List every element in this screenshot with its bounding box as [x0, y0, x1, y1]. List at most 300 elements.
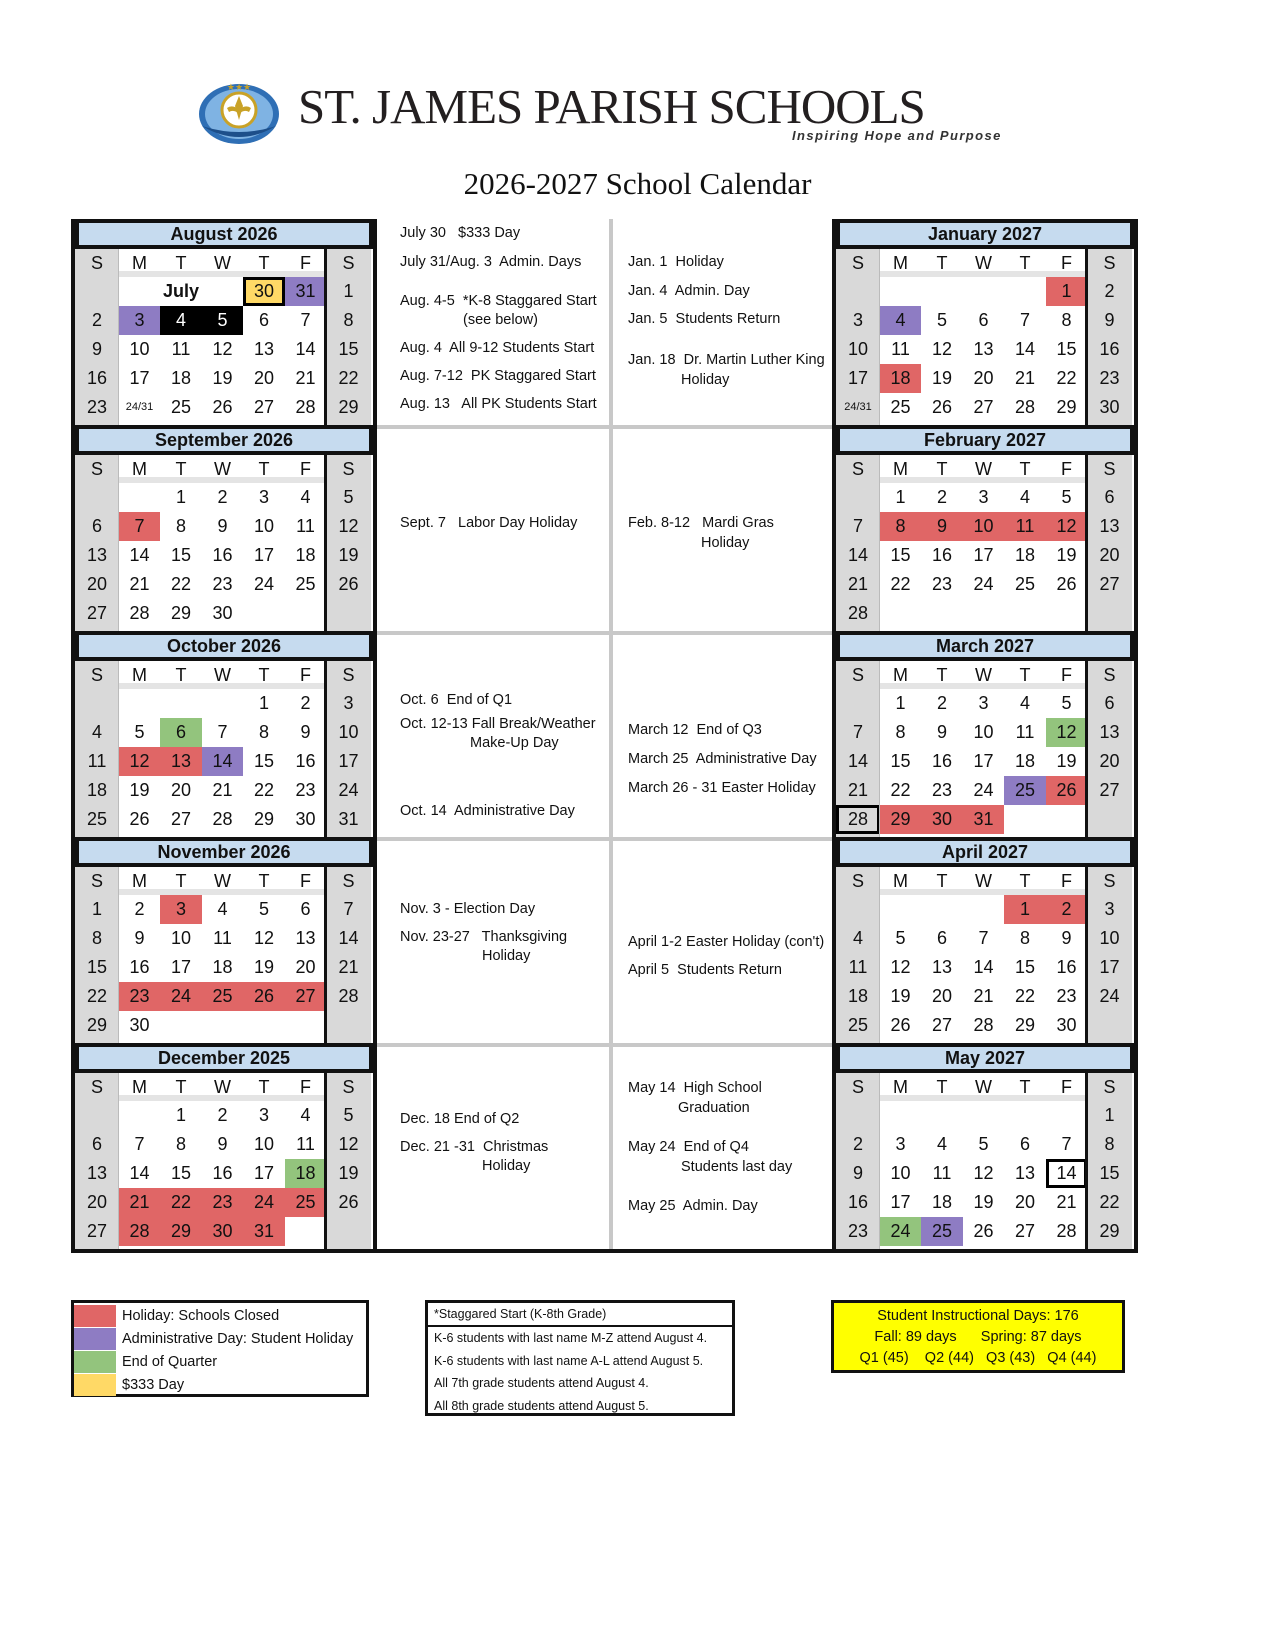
column-divider [118, 455, 119, 631]
calendar-day: 1 [175, 487, 186, 507]
calendar-day: 1 [258, 693, 269, 713]
calendar-day [880, 1101, 921, 1130]
calendar-day: 4 [1019, 487, 1030, 507]
calendar-day: 29 [86, 1015, 108, 1035]
month-border-right [1134, 425, 1138, 631]
calendar-day: 25 [847, 1015, 869, 1035]
calendar-day: 28 [836, 805, 880, 834]
calendar-day: 3 [978, 693, 989, 713]
calendar-day: 7 [1019, 310, 1030, 330]
calendar-day: 26 [1046, 776, 1087, 805]
calendar-day: 29 [253, 809, 275, 829]
calendar-day: 11 [213, 928, 232, 948]
month-title: November 2026 [75, 837, 373, 867]
calendar-bottom-border [71, 1249, 377, 1253]
calendar-day: 8 [1061, 310, 1072, 330]
month-left-3 [75, 837, 373, 1043]
calendar-day: 17 [847, 368, 869, 388]
month-border-right [373, 1043, 377, 1249]
calendar-day [285, 599, 326, 628]
calendar-day: 25 [86, 809, 108, 829]
calendar-day: 14 [847, 545, 869, 565]
calendar-day: 22 [890, 780, 911, 800]
calendar-day: 28 [1056, 1221, 1077, 1241]
calendar-day: 2 [1104, 281, 1115, 301]
calendar-day: 9 [91, 339, 102, 359]
calendar-day: 16 [847, 1192, 869, 1212]
calendar-day: 28 [338, 986, 359, 1006]
legend-label-admin: Administrative Day: Student Holiday [122, 1331, 354, 1347]
month-right-4 [836, 1043, 1134, 1249]
calendar-day: 22 [1056, 368, 1077, 388]
calendar-day [880, 599, 921, 628]
column-divider [879, 661, 880, 837]
calendar-day: 5 [202, 306, 243, 335]
calendar-day [243, 599, 285, 628]
weekday-header: M [132, 1077, 147, 1097]
calendar-day: 25 [295, 574, 316, 594]
column-divider [324, 1073, 327, 1249]
column-divider [118, 1073, 119, 1249]
calendar-day [119, 483, 160, 512]
calendar-day: 1 [1004, 895, 1046, 924]
weekday-header: T [936, 459, 948, 479]
calendar-day: 3 [1104, 899, 1115, 919]
calendar-day: 18 [1014, 751, 1036, 771]
calendar-day: 26 [931, 397, 953, 417]
calendar-day: 26 [243, 982, 285, 1011]
calendar-day [202, 689, 243, 718]
calendar-day [243, 1011, 285, 1040]
note-left: Aug. 7-12 PK Staggared Start [400, 368, 596, 384]
month-border-right [373, 425, 377, 631]
month-border-left [832, 1043, 836, 1249]
calendar-day: 6 [1019, 1134, 1030, 1154]
calendar-day: 21 [1014, 368, 1036, 388]
calendar-day [836, 895, 880, 924]
calendar-day: 27 [170, 809, 192, 829]
calendar-day: 9 [921, 512, 963, 541]
calendar-day [880, 895, 921, 924]
weekday-header: S [1103, 665, 1116, 685]
note-left: Sept. 7 Labor Day Holiday [400, 515, 578, 531]
calendar-day [921, 895, 963, 924]
calendar-day: 13 [1099, 516, 1120, 536]
calendar-day: 3 [258, 487, 269, 507]
calendar-day: 20 [1014, 1192, 1036, 1212]
calendar-day: 19 [973, 1192, 994, 1212]
calendar-day [963, 277, 1004, 306]
calendar-day: 2 [91, 310, 102, 330]
calendar-day: 12 [338, 1134, 359, 1154]
calendar-day: 29 [1099, 1221, 1120, 1241]
calendar-day: 25 [890, 397, 911, 417]
calendar-day [836, 689, 880, 718]
note-right: May 25 Admin. Day [628, 1198, 758, 1214]
calendar-day: 17 [170, 957, 192, 977]
note-right: May 24 End of Q4 [628, 1139, 749, 1155]
calendar-day: 14 [1046, 1159, 1087, 1188]
calendar-day: 6 [1104, 693, 1115, 713]
calendar-day: 18 [880, 364, 921, 393]
calendar-day: 25 [285, 1188, 326, 1217]
note-left: July 31/Aug. 3 Admin. Days [400, 254, 582, 270]
calendar-day: 24 [160, 982, 202, 1011]
weekday-header: M [132, 253, 147, 273]
calendar-day: 7 [852, 516, 863, 536]
weekday-header: M [893, 253, 908, 273]
org-name: ST. JAMES PARISH SCHOOLS [298, 79, 925, 134]
calendar-day: 2 [300, 693, 311, 713]
calendar-day: 26 [129, 809, 150, 829]
calendar-day: 20 [1099, 751, 1120, 771]
calendar-day: 28 [295, 397, 316, 417]
calendar-day: 16 [86, 368, 108, 388]
notes-divider [377, 837, 832, 841]
weekday-header: F [300, 253, 311, 273]
calendar-day: 6 [258, 310, 269, 330]
weekday-header: T [936, 1077, 948, 1097]
calendar-day [75, 1101, 119, 1130]
calendar-day: 12 [1046, 718, 1087, 747]
month-title: August 2026 [75, 219, 373, 249]
calendar-day: 4 [300, 1105, 311, 1125]
column-divider [879, 867, 880, 1043]
calendar-day: 11 [87, 751, 107, 771]
calendar-day: 4 [936, 1134, 947, 1154]
month-title: April 2027 [836, 837, 1134, 867]
calendar-day: 5 [258, 899, 269, 919]
calendar-day [1046, 1101, 1087, 1130]
calendar-day [75, 483, 119, 512]
calendar-day: 20 [931, 986, 953, 1006]
column-divider [324, 249, 327, 425]
calendar-day: 23 [295, 780, 316, 800]
month-right-1 [836, 425, 1134, 631]
staggered-line: All 8th grade students attend August 5. [434, 1398, 649, 1413]
calendar-day: 29 [160, 1217, 202, 1246]
note-left: Dec. 18 End of Q2 [400, 1111, 520, 1127]
column-divider [1085, 867, 1088, 1043]
calendar-day: 31 [963, 805, 1004, 834]
calendar-day [75, 689, 119, 718]
tagline: Inspiring Hope and Purpose [792, 128, 1002, 143]
month-border-right [373, 837, 377, 1043]
notes-divider [377, 425, 832, 429]
calendar-day: 16 [1056, 957, 1077, 977]
weekday-header: F [1061, 253, 1072, 273]
weekday-header: T [258, 665, 270, 685]
legend-swatch-day333 [74, 1374, 116, 1396]
calendar-day: 3 [852, 310, 863, 330]
calendar-day [75, 277, 119, 306]
weekday-header: S [90, 871, 103, 891]
calendar-day: 18 [170, 368, 192, 388]
calendar-day: 21 [973, 986, 994, 1006]
weekday-header: T [258, 459, 270, 479]
calendar-day: 4 [300, 487, 311, 507]
calendar-day: 13 [931, 957, 953, 977]
calendar-day: 22 [253, 780, 275, 800]
calendar-day: 24 [880, 1217, 921, 1246]
calendar-day: 19 [129, 780, 150, 800]
calendar-day: 10 [170, 928, 192, 948]
weekday-header: M [893, 665, 908, 685]
calendar-day: 25 [1004, 776, 1046, 805]
calendar-title: 2026-2027 School Calendar [463, 166, 812, 201]
calendar-day: 27 [86, 1221, 108, 1241]
calendar-day: 19 [1056, 545, 1077, 565]
calendar-day: 13 [1099, 722, 1120, 742]
calendar-day: 27 [253, 397, 275, 417]
calendar-day: 11 [296, 516, 315, 536]
weekday-header: T [1019, 459, 1031, 479]
calendar-day: 8 [175, 516, 186, 536]
weekday-header: F [1061, 1077, 1072, 1097]
calendar-day [285, 1011, 326, 1040]
month-label-july: July [162, 281, 200, 301]
note-left: Aug. 4 All 9-12 Students Start [400, 340, 595, 356]
calendar-day: 10 [890, 1163, 911, 1183]
calendar-day: 1 [1104, 1105, 1115, 1125]
weekday-header: S [90, 459, 103, 479]
calendar-day: 19 [1056, 751, 1077, 771]
calendar-day: 12 [338, 516, 359, 536]
calendar-day: 15 [890, 545, 911, 565]
calendar-day: 5 [1061, 693, 1072, 713]
note-right: Students last day [681, 1159, 793, 1175]
weekday-header: T [936, 253, 948, 273]
calendar-day: 11 [848, 957, 868, 977]
weekday-header: S [342, 665, 355, 685]
calendar-day: 16 [212, 1163, 233, 1183]
month-title: October 2026 [75, 631, 373, 661]
calendar-day: 6 [978, 310, 989, 330]
calendar-day: 4 [1019, 693, 1030, 713]
staggered-title: *Staggared Start (K-8th Grade) [434, 1307, 607, 1321]
calendar-day: 21 [212, 780, 233, 800]
weekday-header: T [936, 871, 948, 891]
column-divider [1085, 1073, 1088, 1249]
calendar-day: 6 [91, 516, 102, 536]
note-right: Jan. 5 Students Return [628, 311, 781, 327]
weekday-header: F [300, 1077, 311, 1097]
note-right: Jan. 18 Dr. Martin Luther King [628, 352, 825, 368]
calendar-day: 28 [847, 603, 869, 623]
month-border-right [373, 219, 377, 425]
calendar-day: 11 [932, 1163, 952, 1183]
weekday-header: T [936, 665, 948, 685]
calendar-day: 26 [890, 1015, 911, 1035]
calendar-day: 10 [129, 339, 150, 359]
weekday-header: S [90, 665, 103, 685]
calendar-day: 9 [1061, 928, 1072, 948]
note-right: April 5 Students Return [628, 962, 782, 978]
note-right: April 1-2 Easter Holiday (con't) [628, 934, 825, 950]
calendar-day: 31 [285, 277, 326, 306]
calendar-day: 27 [1099, 574, 1120, 594]
calendar-day: 7 [978, 928, 989, 948]
calendar-day: 12 [119, 747, 160, 776]
weekday-header: W [214, 253, 231, 273]
calendar-day: 8 [1019, 928, 1030, 948]
staggered-line: K-6 students with last name M-Z attend August 4. [434, 1331, 708, 1345]
calendar-day: 15 [170, 545, 192, 565]
column-divider [879, 455, 880, 631]
calendar-day: 18 [295, 545, 316, 565]
calendar-day [1046, 805, 1087, 834]
calendar-day: 10 [253, 516, 275, 536]
month-left-0 [75, 219, 373, 425]
calendar-day [1004, 1101, 1046, 1130]
calendar-day: 7 [134, 1134, 145, 1154]
calendar-day: 4 [160, 306, 202, 335]
calendar-day: 29 [1056, 397, 1077, 417]
calendar-day [326, 599, 371, 628]
weekday-header: T [258, 871, 270, 891]
weekday-header: S [851, 253, 864, 273]
calendar-day: 22 [160, 1188, 202, 1217]
month-border-right [1134, 219, 1138, 425]
note-right: Feb. 8-12 Mardi Gras [628, 515, 774, 531]
calendar-day: 8 [258, 722, 269, 742]
calendar-day: 14 [847, 751, 869, 771]
calendar-day: 16 [931, 545, 953, 565]
column-divider [118, 661, 119, 837]
calendar-day: 17 [1099, 957, 1120, 977]
calendar-day [880, 277, 921, 306]
calendar-day: 14 [1014, 339, 1036, 359]
column-divider [1085, 455, 1088, 631]
calendar-day [836, 483, 880, 512]
calendar-day: 7 [119, 512, 160, 541]
calendar-day: 13 [86, 545, 108, 565]
weekday-header: F [300, 459, 311, 479]
weekday-header: W [214, 665, 231, 685]
month-right-2 [836, 631, 1134, 837]
weekday-header: S [342, 1077, 355, 1097]
calendar-day: 15 [890, 751, 911, 771]
calendar-day: 25 [170, 397, 192, 417]
calendar-day: 20 [295, 957, 316, 977]
calendar-day: 30 [1056, 1015, 1077, 1035]
weekday-header: F [300, 871, 311, 891]
calendar-day [285, 1217, 326, 1246]
weekday-header: W [214, 1077, 231, 1097]
note-right: Holiday [681, 372, 730, 388]
calendar-day: 11 [891, 339, 910, 359]
weekday-header: W [214, 459, 231, 479]
weekday-header: W [975, 1077, 992, 1097]
calendar-day: 4 [852, 928, 863, 948]
month-border-right [1134, 1043, 1138, 1249]
calendar-day: 29 [1014, 1015, 1036, 1035]
month-title: May 2027 [836, 1043, 1134, 1073]
note-right: May 14 High School [628, 1080, 762, 1096]
legend-swatch-admin [74, 1328, 116, 1350]
month-right-3 [836, 837, 1134, 1043]
calendar-day: 13 [1014, 1163, 1036, 1183]
weekday-header: W [214, 871, 231, 891]
weekday-header: M [893, 1077, 908, 1097]
calendar-day: 2 [936, 693, 947, 713]
calendar-day: 19 [338, 1163, 359, 1183]
calendar-day: 3 [343, 693, 354, 713]
note-left: Aug. 4-5 *K-8 Staggared Start [400, 293, 597, 309]
calendar-day [963, 1101, 1004, 1130]
calendar-day: 18 [847, 986, 869, 1006]
calendar-day: 27 [931, 1015, 953, 1035]
calendar-day: 26 [338, 574, 359, 594]
calendar-day: 27 [86, 603, 108, 623]
calendar-day: 20 [170, 780, 192, 800]
legend [71, 1300, 369, 1397]
calendar-day: 26 [338, 1192, 359, 1212]
calendar-day: 29 [338, 397, 359, 417]
calendar-day: 13 [86, 1163, 108, 1183]
weekday-header: S [1103, 253, 1116, 273]
calendar-day: 18 [931, 1192, 953, 1212]
calendar-day: 15 [1056, 339, 1077, 359]
note-left: Holiday [482, 1158, 531, 1174]
svg-text:★★★: ★★★ [226, 83, 252, 93]
calendar-day: 12 [253, 928, 275, 948]
month-left-1 [75, 425, 373, 631]
notes-bottom-border [377, 1249, 832, 1253]
calendar-day [202, 1011, 243, 1040]
calendar-day: 31 [338, 809, 359, 829]
calendar-day: 8 [880, 512, 921, 541]
weekday-header: T [1019, 871, 1031, 891]
calendar-day: 9 [852, 1163, 863, 1183]
calendar-day [160, 689, 202, 718]
calendar-day: 14 [129, 545, 150, 565]
calendar-day: 2 [217, 1105, 228, 1125]
calendar-day: 10 [253, 1134, 275, 1154]
calendar-day: 22 [890, 574, 911, 594]
weekday-header: T [258, 1077, 270, 1097]
note-left: Nov. 3 - Election Day [400, 901, 536, 917]
month-title: September 2026 [75, 425, 373, 455]
calendar-day: 20 [1099, 545, 1120, 565]
month-title: February 2027 [836, 425, 1134, 455]
note-right: March 25 Administrative Day [628, 751, 817, 767]
calendar-day: 8 [175, 1134, 186, 1154]
calendar-day: 21 [129, 574, 150, 594]
calendar-day: 3 [119, 306, 160, 335]
calendar-day: 23 [1056, 986, 1077, 1006]
calendar-day: 1 [91, 899, 102, 919]
weekday-header: S [1103, 871, 1116, 891]
calendar-day: 15 [1014, 957, 1036, 977]
calendar-day: 9 [134, 928, 145, 948]
staggered-line: All 7th grade students attend August 4. [434, 1376, 649, 1390]
instructional-semesters: Fall: 89 days Spring: 87 days [874, 1329, 1082, 1345]
weekday-header: F [1061, 459, 1072, 479]
calendar-day: 7 [1061, 1134, 1072, 1154]
calendar-day: 1 [895, 693, 906, 713]
calendar-day: 26 [1056, 574, 1077, 594]
weekday-header: M [132, 871, 147, 891]
note-left: July 30 $333 Day [400, 225, 521, 241]
month-title: March 2027 [836, 631, 1134, 661]
calendar-day: 2 [134, 899, 145, 919]
calendar-day: 9 [300, 722, 311, 742]
month-border-left [832, 219, 836, 425]
instructional-days-box [831, 1300, 1125, 1373]
note-left: Holiday [482, 948, 531, 964]
legend-swatch-quarter [74, 1351, 116, 1373]
